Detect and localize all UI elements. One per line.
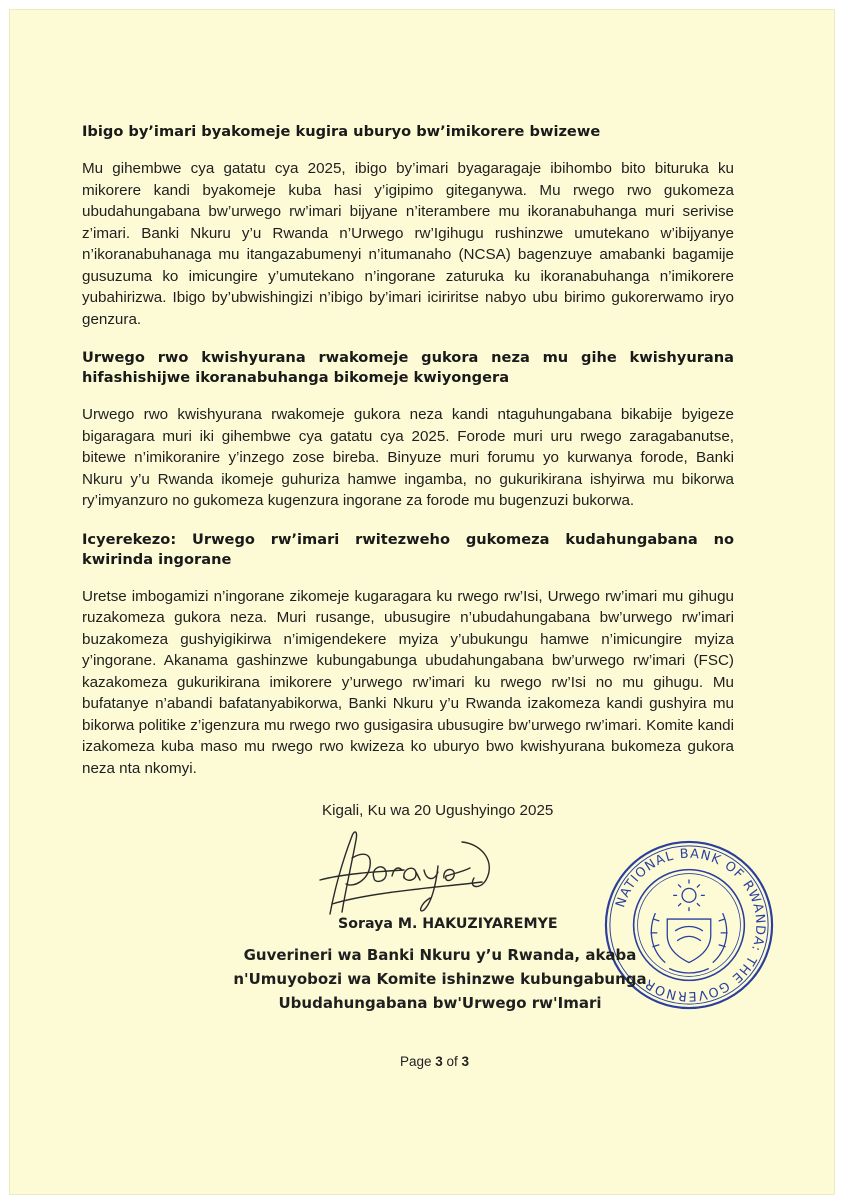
section-3-heading: Icyerekezo: Urwego rw’imari rwitezweho gukomeza kudahungabana no kwirinda ingorane — [82, 530, 734, 568]
page-number — [10, 1054, 849, 1069]
svg-text:NATIONAL BANK OF RWANDA: THE G: NATIONAL BANK OF RWANDA: THE GOVERNOR — [613, 846, 768, 1004]
document-page — [10, 10, 834, 1194]
section-1-heading: Ibigo by’imari byakomeje kugira uburyo bw’imikorere bwizewe — [82, 123, 601, 140]
section-2-heading: Urwego rwo kwishyurana rwakomeje gukora neza mu gihe kwishyurana hifashishijwe ikoranabuhanga bikomeje kwiyongera — [82, 349, 734, 386]
signer-title-line: Guverineri wa Banki Nkuru y’u Rwanda, akaba — [243, 946, 637, 964]
place-and-date: Kigali, Ku wa 20 Ugushyingo 2025 — [322, 802, 554, 819]
section-3-paragraph: Uretse imbogamizi n’ingorane zikomeje kugaragara ku rwego rw’Isi, Urwego rw’imari mu gihugu ruzakomeza gukora neza. Muri rusange, ubusugire n’ubudahungabana bw’urwego rw’imari buzakomeza gushyigikirwa n’imigendekere myiza y’ubukungu hamwe n’imicungire myiza y’ingorane. Akanama gashinzwe kubungabunga ubudahungabana bw’urwego rw’imari (FSC) kazakomeza gukurikirana imikorere y’urwego rw’imari ku rwego rw’Isi no mu gihugu. Mu bufatanye n’abandi bafatanyabikorwa, Banki Nkuru y’u Rwanda izakomeza kandi gushyira mu bikorwa politike z’igenzura mu rwego rwo gusigasira ubusugire bw’urwego rw’imari. Komite kandi izakomeza kuba maso mu rwego rwo kwizeza ko uburyo bwo kwishyurana bukomeza gukora neza nta nkomyi. — [82, 587, 734, 777]
handwritten-signature — [312, 822, 512, 922]
section-2-paragraph: Urwego rwo kwishyurana rwakomeje gukora neza kandi ntaguhungabana bikabije byigeze bigaragara muri iki gihembwe cya gatatu cya 2025. Forode muri uru rwego zaragabanutse, bitewe n’imikoranire y’inzego zose bireba. Binyuze muri forumu yo kurwanya forode, Banki Nkuru y’u Rwanda ikomeje guhuriza hamwe ingamba, no gukurikirana ishyirwa mu bikorwa ry’imyanzuro no gukomeza kugenzura ingorane za forode mu bugenzuzi bukorwa. — [82, 406, 734, 509]
section-1-paragraph: Mu gihembwe cya gatatu cya 2025, ibigo by’imari byagaragaje ibihombo bito bituruka ku mikorere kandi byakomeje kuba hasi y’igipimo giteganywa. Mu rwego rwo gukomeza ubudahungabana bw’urwego rw’imari bijyane n’iterambere mu ikoranabuhanga muri serivise z’imari. Banki Nkuru y’u Rwanda n’Urwego rw’Igihugu rushinzwe umutekano w’ibijyanye n’ikoranabuhanaga mu itangazabumenyi n’itumanaho (NCSA) bagenzuye amabanki bagamije gusuzuma ko imicungire y’umutekano n’ingorane zaturuka ku ikoranabuhanga n’imikorere yubahirizwa. Ibigo by’ubwishingizi n’ibigo by’imari iciriritse nabyo ubu birimo gukorerwamo iryo genzura. — [82, 160, 734, 328]
signer-title-line: n'Umuyobozi wa Komite ishinzwe kubungabunga — [233, 970, 647, 988]
page-current: 3 — [435, 1054, 443, 1069]
signer-title-line: Ubudahungabana bw'Urwego rw'Imari — [278, 994, 602, 1012]
page-total: 3 — [461, 1054, 470, 1069]
signer-name: Soraya M. HAKUZIYAREMYE — [338, 916, 558, 932]
page-prefix: Page — [399, 1054, 432, 1069]
signer-title — [220, 943, 660, 1015]
page-of: of — [446, 1054, 458, 1069]
document-body — [82, 122, 734, 797]
